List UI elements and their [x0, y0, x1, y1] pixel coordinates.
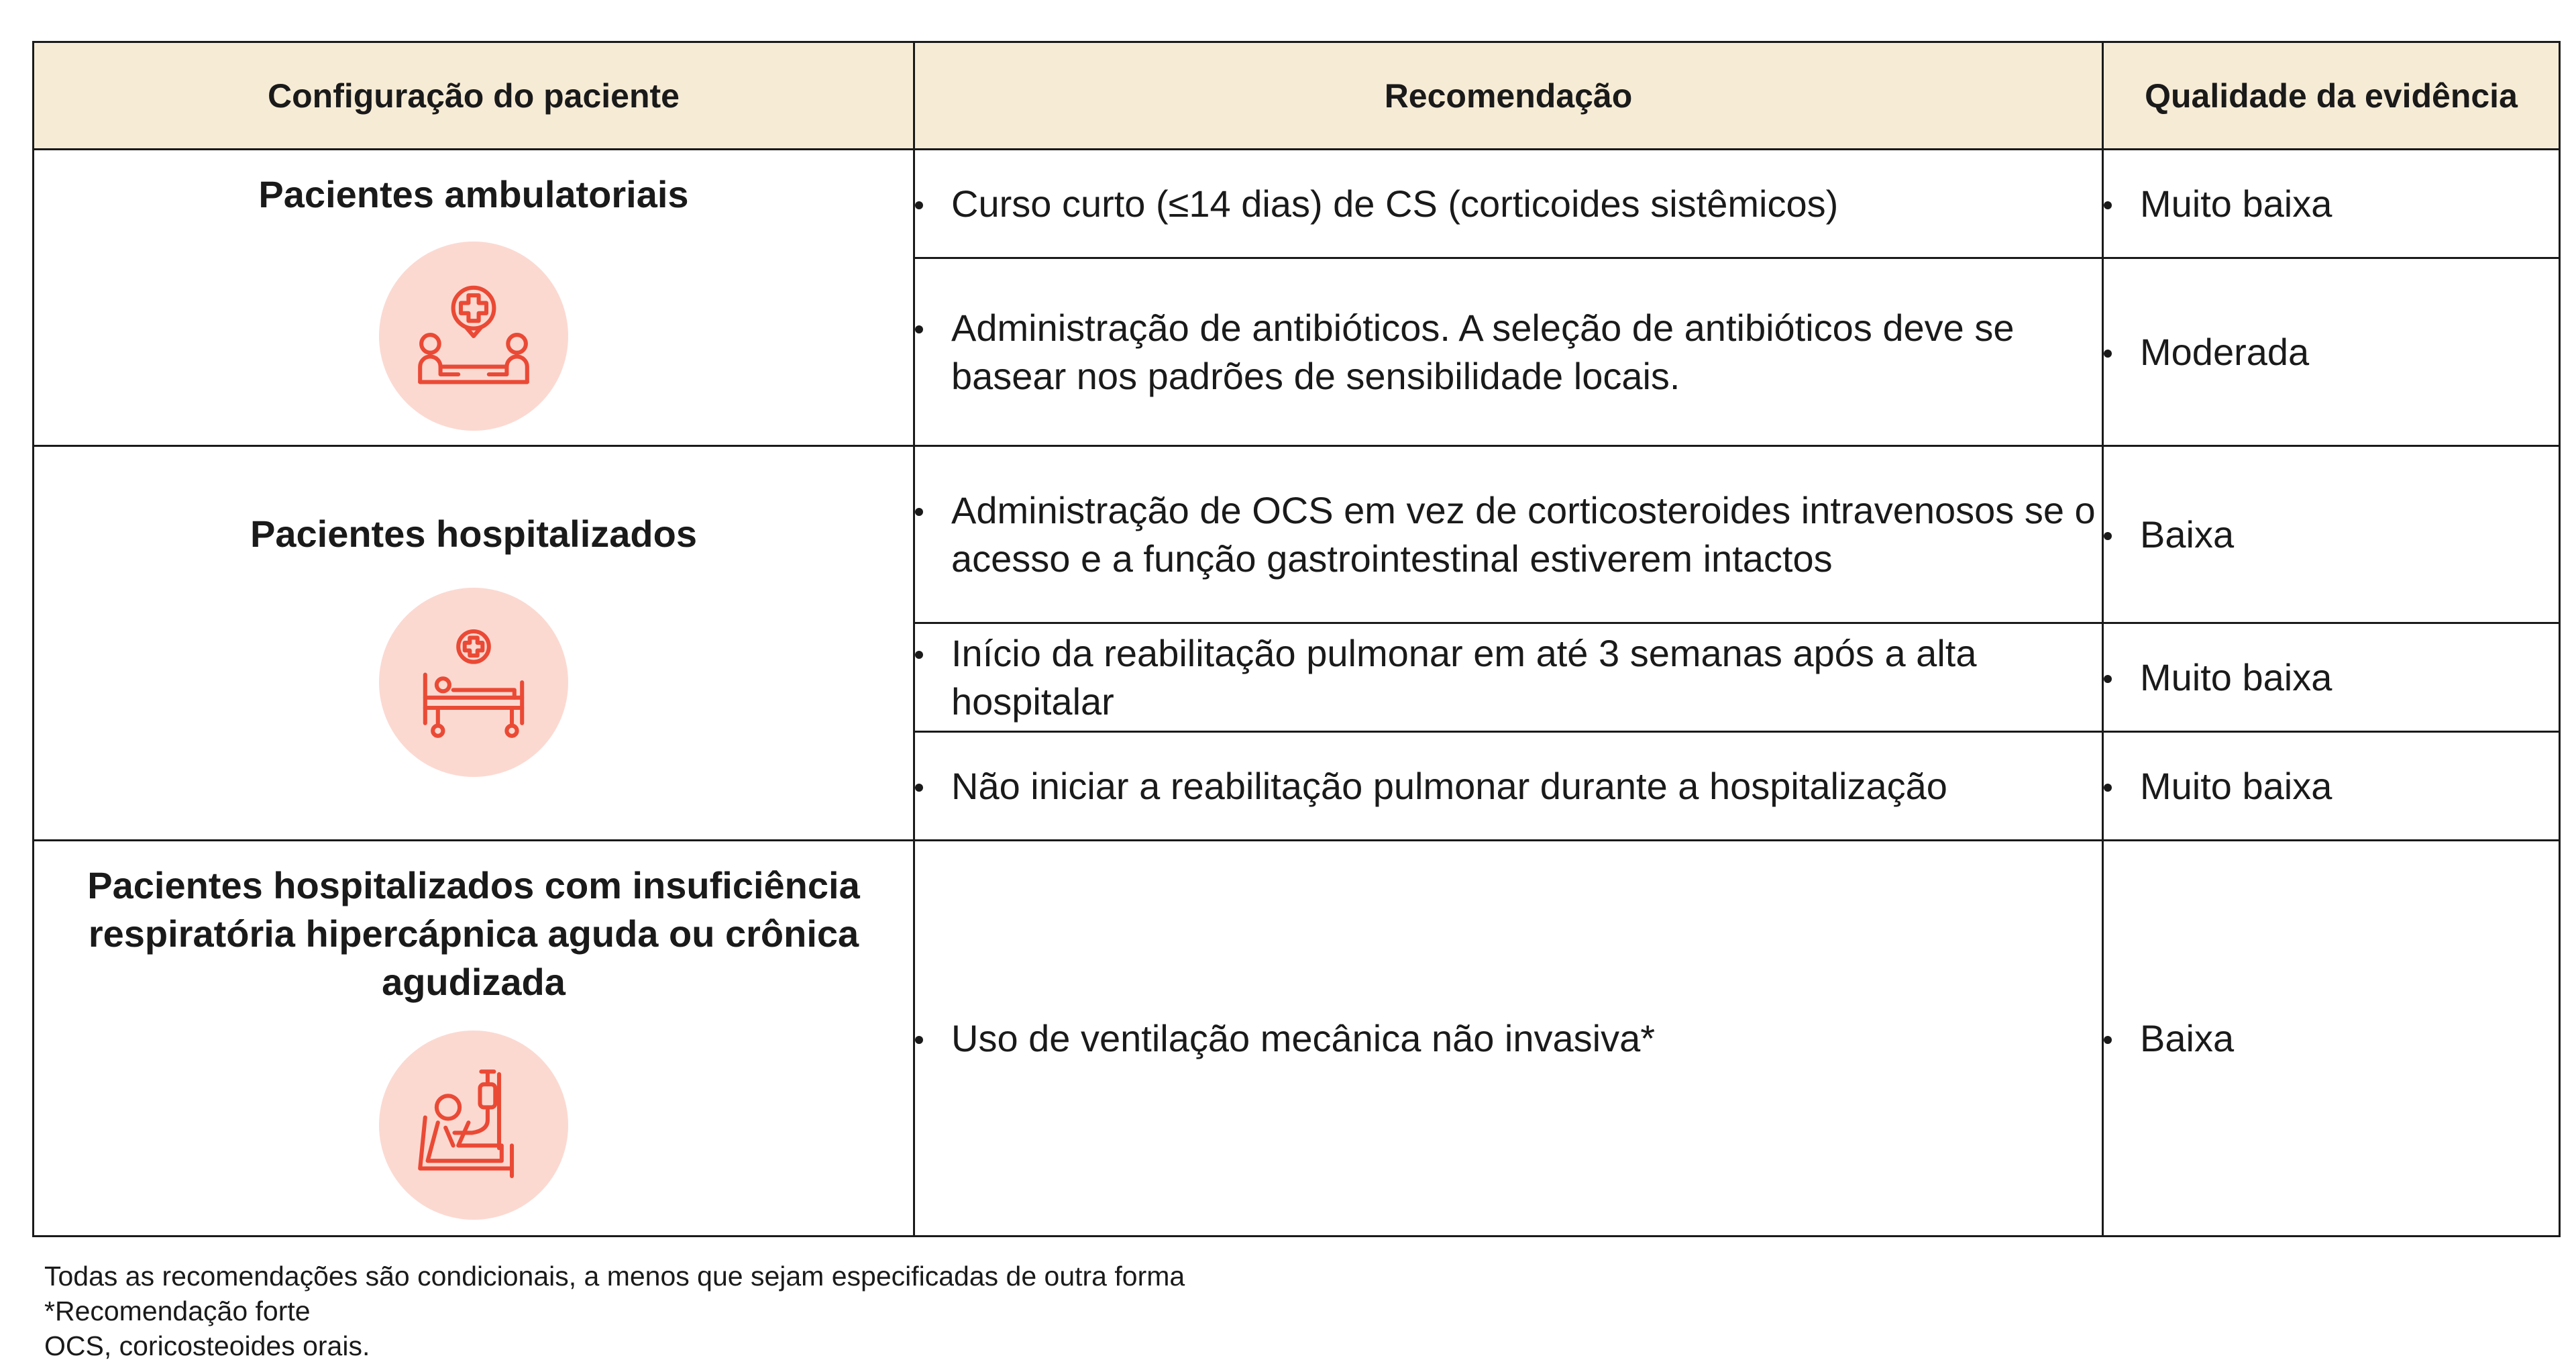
recommendation-cell [914, 150, 2103, 258]
footnote-ocs: OCS, coricosteoides orais. [44, 1330, 370, 1361]
setting-title: Pacientes ambulatoriais [258, 173, 689, 215]
ventilation-patient-icon [379, 1031, 568, 1220]
setting-hospitalized [34, 446, 914, 841]
bullet-dot [2104, 532, 2112, 540]
recommendation-cell [914, 623, 2103, 732]
recommendation-text: Início da reabilitação pulmonar em até 3 semanas após a alta hospitalar [951, 631, 1977, 723]
table-row [34, 446, 2560, 623]
footnote-strong: *Recomendação forte [44, 1296, 311, 1326]
recommendation-cell [914, 841, 2103, 1237]
quality-text: Moderada [2140, 330, 2310, 373]
header-recommendation: Recomendação [914, 42, 2103, 150]
quality-cell [2103, 732, 2560, 841]
recommendations-table [32, 41, 2561, 1237]
consultation-icon [379, 242, 568, 431]
recommendation-text: Administração de antibióticos. A seleção de antibióticos deve se basear nos padrões de sensibilidade locais. [951, 306, 2015, 397]
quality-cell [2103, 623, 2560, 732]
setting-outpatient [34, 150, 914, 446]
recommendation-text: Curso curto (≤14 dias) de CS (corticoides sistêmicos) [951, 182, 1839, 225]
quality-cell [2103, 150, 2560, 258]
recommendation-cell [914, 446, 2103, 623]
recommendation-cell [914, 732, 2103, 841]
table-row [34, 841, 2560, 1237]
quality-text: Muito baixa [2140, 182, 2332, 225]
quality-text: Baixa [2140, 513, 2235, 556]
header-quality: Qualidade da evidência [2103, 42, 2560, 150]
setting-title: Pacientes hospitalizados com insuficiência respiratória hipercápnica aguda ou crônica agudizada [87, 864, 860, 1003]
recommendation-text: Administração de OCS em vez de corticosteroides intravenosos se o acesso e a função gastrointestinal estiverem intactos [951, 488, 2096, 580]
bullet-dot [2104, 201, 2112, 209]
quality-cell [2103, 841, 2560, 1237]
bullet-dot [915, 325, 923, 333]
recommendation-text: Não iniciar a reabilitação pulmonar durante a hospitalização [951, 764, 1947, 807]
quality-text: Muito baixa [2140, 764, 2332, 807]
setting-title: Pacientes hospitalizados [250, 512, 697, 555]
bullet-dot [915, 651, 923, 659]
bullet-dot [2104, 1036, 2112, 1044]
quality-cell [2103, 258, 2560, 446]
bullet-dot [2104, 784, 2112, 792]
footnotes [44, 1259, 1185, 1363]
recommendation-cell [914, 258, 2103, 446]
quality-text: Baixa [2140, 1016, 2235, 1059]
table-header-row [34, 42, 2560, 150]
bullet-dot [915, 784, 923, 792]
bullet-dot [915, 1036, 923, 1044]
hospital-bed-icon [379, 588, 568, 777]
quality-cell [2103, 446, 2560, 623]
header-setting: Configuração do paciente [34, 42, 914, 150]
bullet-dot [2104, 675, 2112, 683]
quality-text: Muito baixa [2140, 655, 2332, 698]
bullet-dot [915, 201, 923, 209]
bullet-dot [2104, 350, 2112, 358]
recommendation-text: Uso de ventilação mecânica não invasiva* [951, 1016, 1656, 1059]
footnote-conditional: Todas as recomendações são condicionais, a menos que sejam especificadas de outra forma [44, 1261, 1185, 1292]
setting-hypercapnic [34, 841, 914, 1237]
bullet-dot [915, 508, 923, 516]
table-row [34, 150, 2560, 258]
